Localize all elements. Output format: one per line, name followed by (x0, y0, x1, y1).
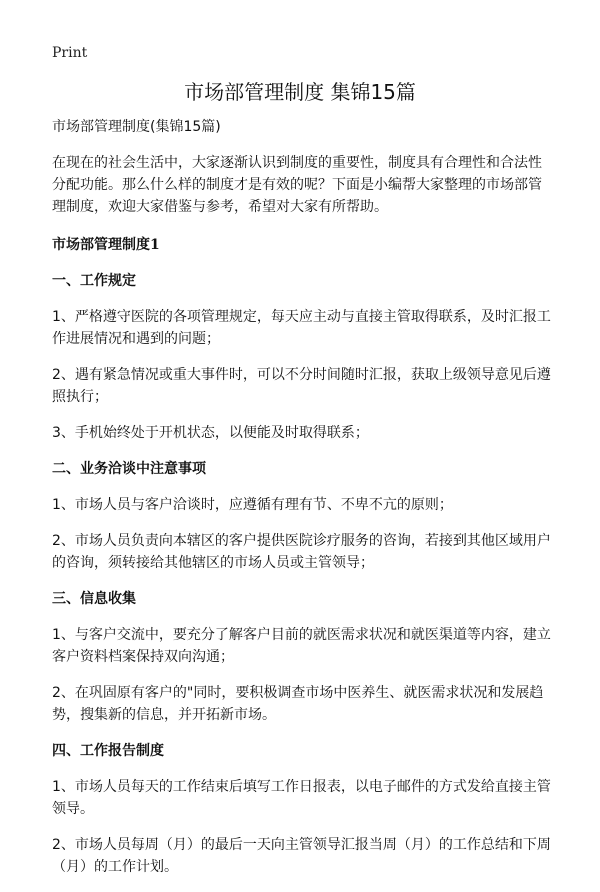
section-heading: 一、工作规定 (52, 273, 136, 289)
section-title: 市场部管理制度1 (52, 237, 160, 253)
section-heading: 四、工作报告制度 (52, 743, 164, 759)
print-link[interactable]: Print (52, 45, 88, 61)
section-item: 2、在巩固原有客户的"同时，要积极调查市场中医养生、就医需求状况和发展趋势，搜集新的信息，并开拓新市场。 (52, 685, 544, 723)
document-title: 市场部管理制度 集锦15篇 (184, 80, 416, 104)
section-item: 2、市场人员负责向本辖区的客户提供医院诊疗服务的咨询，若接到其他区域用户的咨询，须转接给其他辖区的市场人员或主管领导； (52, 533, 551, 571)
section-item: 1、与客户交流中，要充分了解客户目前的就医需求状况和就医渠道等内容，建立客户资料档案保持双向沟通； (52, 627, 551, 665)
section-item: 1、市场人员与客户洽谈时，应遵循有理有节、不卑不亢的原则； (52, 497, 453, 513)
document-subtitle: 市场部管理制度(集锦15篇) (52, 119, 221, 135)
section-heading: 二、业务洽谈中注意事项 (52, 461, 206, 477)
intro-paragraph: 在现在的社会生活中，大家逐渐认识到制度的重要性，制度具有合理性和合法性分配功能。那么什么样的制度才是有效的呢？下面是小编帮大家整理的市场部管理制度，欢迎大家借鉴与参考，希望对大家有所帮助。 (52, 155, 542, 215)
section-item: 2、市场人员每周（月）的最后一天向主管领导汇报当周（月）的工作总结和下周（月）的工作计划。 (52, 837, 551, 875)
section-item: 1、市场人员每天的工作结束后填写工作日报表，以电子邮件的方式发给直接主管领导。 (52, 779, 551, 817)
section-heading: 三、信息收集 (52, 591, 136, 607)
section-item: 3、手机始终处于开机状态，以便能及时取得联系； (52, 425, 369, 441)
section-item: 2、遇有紧急情况或重大事件时，可以不分时间随时汇报，获取上级领导意见后遵照执行； (52, 367, 551, 405)
section-item: 1、严格遵守医院的各项管理规定，每天应主动与直接主管取得联系，及时汇报工作进展情况和遇到的问题； (52, 309, 551, 347)
document-body (52, 116, 552, 892)
